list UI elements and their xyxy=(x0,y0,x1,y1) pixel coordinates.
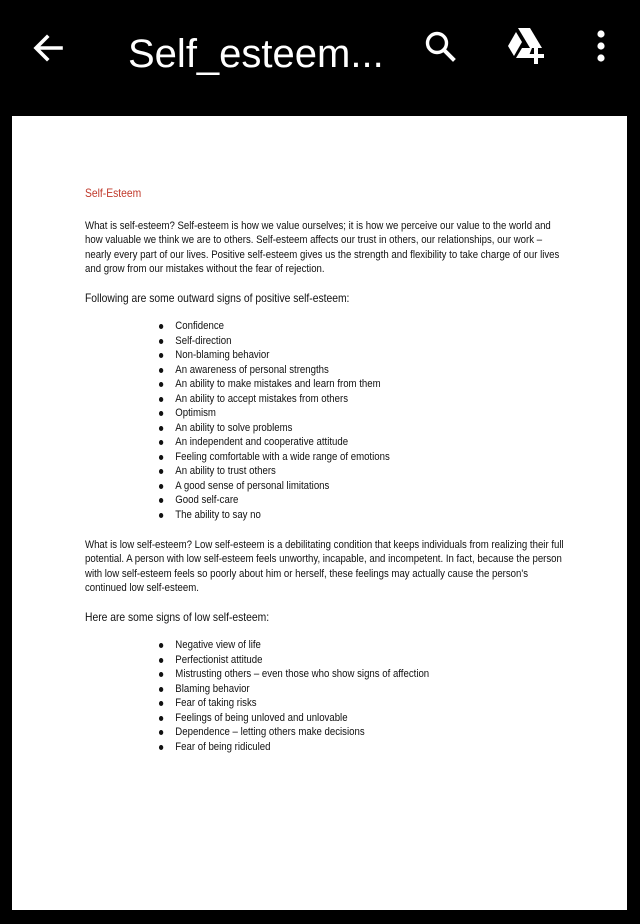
low-signs-intro: Here are some signs of low self-esteem: xyxy=(85,609,270,624)
back-button[interactable] xyxy=(28,28,68,68)
list-item: An ability to accept mistakes from others xyxy=(175,392,565,407)
list-item: The ability to say no xyxy=(175,508,565,523)
list-item: Fear of being ridiculed xyxy=(175,740,565,755)
list-item: Feeling comfortable with a wide range of emotions xyxy=(175,450,565,465)
document-viewport[interactable] xyxy=(0,100,640,924)
list-item: Optimism xyxy=(175,406,565,421)
positive-signs-list xyxy=(85,319,565,522)
list-item: An awareness of personal strengths xyxy=(175,363,565,378)
list-item: Negative view of life xyxy=(175,638,565,653)
list-item: Good self-care xyxy=(175,493,565,508)
search-button[interactable] xyxy=(420,26,460,66)
list-item: Perfectionist attitude xyxy=(175,653,565,668)
more-vert-icon xyxy=(596,29,606,63)
list-item: Fear of taking risks xyxy=(175,696,565,711)
document-page xyxy=(12,116,627,910)
paragraph-what-is-low-self-esteem: What is low self-esteem? Low self-esteem is a debilitating condition that keeps individuals from realizing their full potential. A person with low self-esteem feels unworthy, incapable, and incompetent. In fact, because the person with low self-esteem feels so poorly about him or herself, these feelings may actually cause the person's continued low self-esteem. xyxy=(85,539,564,595)
list-item: Dependence – letting others make decisions xyxy=(175,725,565,740)
list-item: Feelings of being unloved and unlovable xyxy=(175,711,565,726)
more-options-button[interactable] xyxy=(586,26,616,66)
add-to-drive-button[interactable] xyxy=(504,24,548,68)
google-drive-add-icon xyxy=(504,26,548,66)
list-item: An ability to make mistakes and learn from them xyxy=(175,377,565,392)
list-item: Non-blaming behavior xyxy=(175,348,565,363)
search-icon xyxy=(423,29,457,63)
list-item: Confidence xyxy=(175,319,565,334)
list-item: Self-direction xyxy=(175,334,565,349)
document-title: Self_esteem... xyxy=(128,32,384,76)
list-item: An independent and cooperative attitude xyxy=(175,435,565,450)
list-item: A good sense of personal limitations xyxy=(175,479,565,494)
document-heading: Self-Esteem xyxy=(85,186,142,200)
arrow-left-icon xyxy=(31,31,65,65)
list-item: Mistrusting others – even those who show signs of affection xyxy=(175,667,565,682)
top-app-bar xyxy=(0,0,640,100)
list-item: Blaming behavior xyxy=(175,682,565,697)
document-content xyxy=(85,186,565,770)
list-item: An ability to trust others xyxy=(175,464,565,479)
positive-signs-intro: Following are some outward signs of positive self-esteem: xyxy=(85,290,350,305)
paragraph-what-is-self-esteem: What is self-esteem? Self-esteem is how we value ourselves; it is how we perceive our value to the world and how valuable we think we are to others. Self-esteem affects our trust in others, our relationships, our work – nearly every part of our lives. Positive self-esteem gives us the strength and flexibility to take charge of our lives and grow from our mistakes without the fear of rejection. xyxy=(85,220,560,276)
low-signs-list xyxy=(85,638,565,754)
list-item: An ability to solve problems xyxy=(175,421,565,436)
